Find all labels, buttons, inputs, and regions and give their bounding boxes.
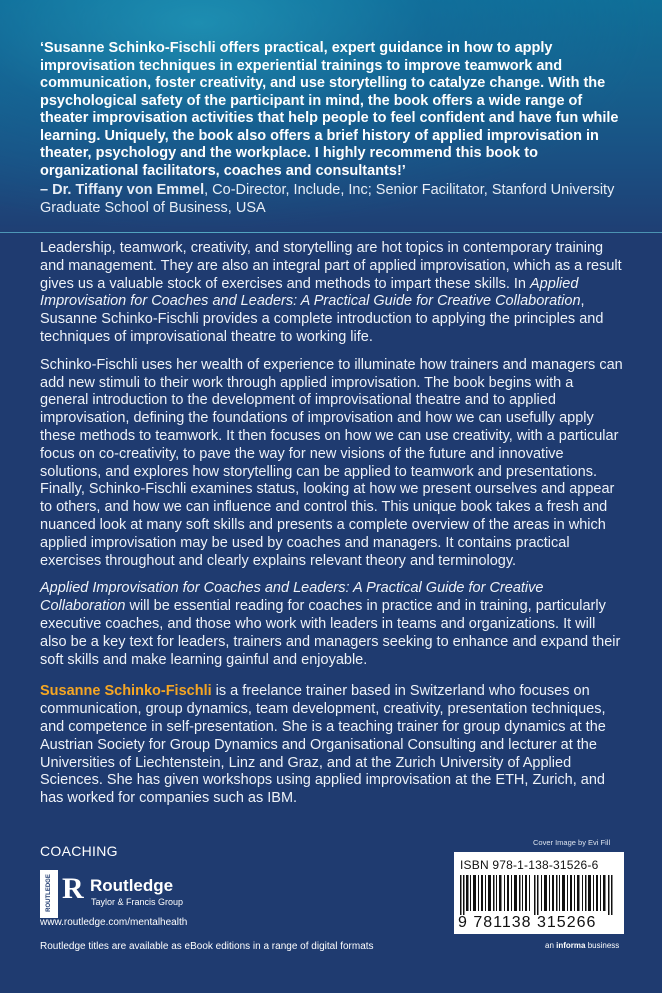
book-title-italic: Applied Improvisation for Coaches and Leaders: A Practical Guide for Creative Collaboration xyxy=(40,580,544,615)
informa-prefix: an xyxy=(545,941,557,950)
endorsement-attribution xyxy=(40,181,625,217)
publisher-group: Taylor & Francis Group xyxy=(91,897,184,907)
description-paragraph-1 xyxy=(40,240,625,347)
logo-letter-icon: R xyxy=(62,872,84,905)
barcode-number: 9 781138 315266 xyxy=(458,914,597,931)
book-description xyxy=(40,240,625,818)
informa-suffix: business xyxy=(585,941,620,950)
publisher-url: www.routledge.com/mentalhealth xyxy=(40,917,188,928)
description-paragraph-2: Schinko-Fischli uses her wealth of experience to illuminate how trainers and managers can add new stimuli to their work through applied improvisation. The book begins with a general introduction to the development of improvisational theatre and to applied improvisation, defining the foundations of improvisation and how we can usefully apply these methods to teamwork. It then focuses on how we can use creativity, with a particular focus on co-creativity, to pave the way for new visions of the future and innovative solutions, and explores how storytelling can be applied to teamwork and presentations. Finally, Schinko-Fischli examines status, looking at how we present ourselves and appear to others, and how we can influence and control this. This unique book takes a fresh and nuanced look at many soft skills and presents a complete overview of the areas in which applied improvisation may be used by coaches and managers. It contains practical exercises throughout and clearly explains relevant theory and terminology. xyxy=(40,356,623,569)
informa-business-label xyxy=(545,941,619,950)
endorsement-panel xyxy=(0,0,662,233)
barcode-panel xyxy=(454,852,624,934)
endorsement-quote: ‘Susanne Schinko-Fischli offers practical, expert guidance in how to apply improvisation techniques in experiential trainings to improve teamwork and communication, foster creativity, and use storytelling to catalyze change. With the psychological safety of the participant in mind, the book offers a wide range of theater improvisation activities that help people to feel confident and have fun while learning. Uniquely, the book also offers a brief history of applied improvisation in theater, psychology and the workplace. I highly recommend this book to organizational facilitators, coaches and consultants!’ xyxy=(40,40,619,179)
description-text: will be essential reading for coaches in practice and in training, particularly executive coaches, and those who work with leaders in teams and organizations. It will also be a key text for leaders, trainers and managers seeking to enhance and expand their soft skills and make learning gainful and enjoyable. xyxy=(40,598,621,668)
informa-brand: informa xyxy=(556,941,586,950)
barcode-graphic xyxy=(460,875,618,915)
logo-vertical-bar xyxy=(40,870,58,918)
description-paragraph-3 xyxy=(40,580,625,669)
isbn-text: ISBN 978-1-138-31526-6 xyxy=(460,858,599,872)
endorser-role: , Co-Director, Include, Inc; Senior Facilitator, Stanford University Graduate School of Business, USA xyxy=(40,182,615,216)
author-bio-text: is a freelance trainer based in Switzerland who focuses on communication, group dynamics, team development, creativity, presentation techniques, and competence in self-presentation. She is a teaching trainer for group dynamics at the Austrian Society for Group Dynamics and Organisational Consulting and lecturer at the Universities of Liechtenstein, Linz and Graz, and at the Zurich University of Applied Sciences. She has given workshops using applied improvisation at the ETH, Zurich, and has worked for companies such as IBM. xyxy=(40,683,606,807)
author-name: Susanne Schinko-Fischli xyxy=(40,683,212,700)
category-label: COACHING xyxy=(40,843,118,859)
publisher-name: Routledge xyxy=(90,876,174,895)
ebook-note: Routledge titles are available as eBook editions in a range of digital formats xyxy=(40,941,374,952)
cover-credit: Cover Image by Evi Fill xyxy=(533,838,611,847)
publisher-logo xyxy=(40,870,210,918)
description-text: Leadership, teamwork, creativity, and storytelling are hot topics in contemporary training and management. They are also an integral part of applied improvisation, which as a result gives us a valuable stock of exercises and methods to impart these skills. In xyxy=(40,240,622,292)
author-bio xyxy=(40,683,625,808)
endorser-name: – Dr. Tiffany von Emmel xyxy=(40,182,205,198)
book-title-italic: Applied Improvisation for Coaches and Leaders: A Practical Guide for Creative Collaboration xyxy=(40,275,581,310)
logo-vertical-text: ROUTLEDGE xyxy=(46,874,52,912)
description-text: , Susanne Schinko-Fischli provides a complete introduction to applying the principles and techniques of improvisational theatre to working life. xyxy=(40,293,604,345)
